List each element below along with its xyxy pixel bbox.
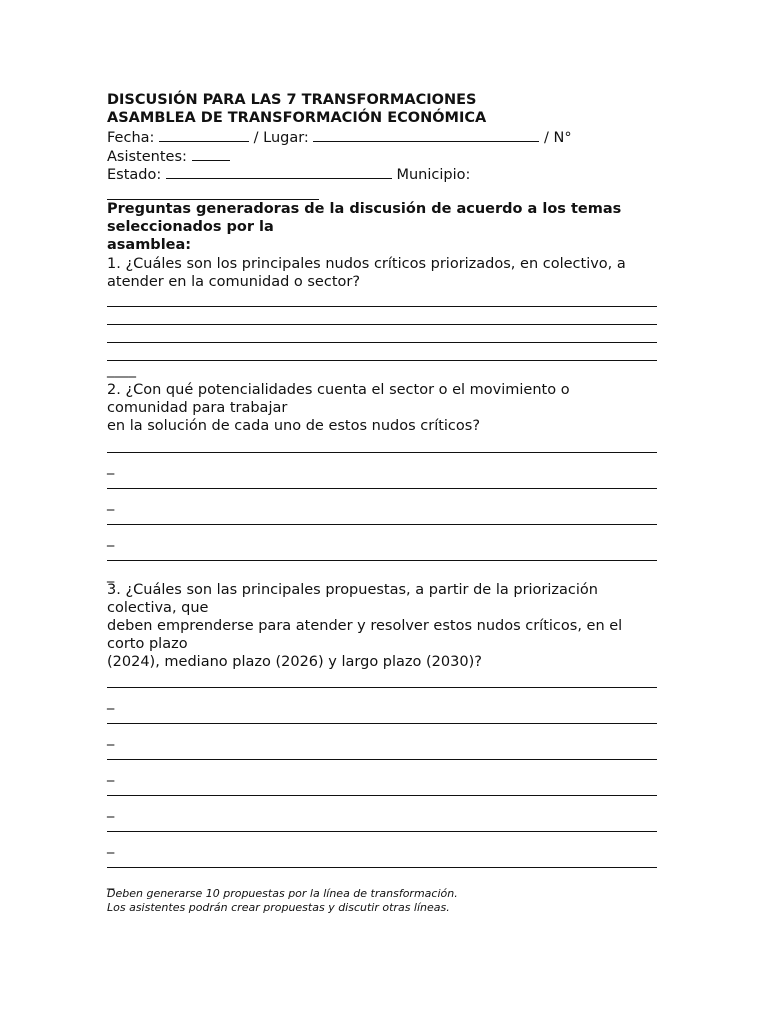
answer-line[interactable] (107, 452, 657, 453)
answer-line[interactable] (107, 488, 657, 489)
footnote-line-2: Los asistentes podrán crear propuestas y discutir otras líneas. (107, 901, 450, 914)
document-subtitle: ASAMBLEA DE TRANSFORMACIÓN ECONÓMICA (107, 110, 487, 126)
answer-line-tail: _ (107, 694, 115, 710)
document-title: DISCUSIÓN PARA LAS 7 TRANSFORMACIONES (107, 92, 477, 108)
answer-line-tail: _ (107, 730, 115, 746)
answer-line[interactable] (107, 342, 657, 343)
answer-line-tail: _ (107, 802, 115, 818)
answer-line-tail: ____ (107, 362, 136, 378)
lugar-label: / Lugar: (253, 130, 309, 146)
footnote-line-1: Deben generarse 10 propuestas por la línea de transformación. (107, 887, 458, 900)
fecha-lugar-row (107, 127, 572, 147)
asistentes-label: Asistentes: (107, 149, 187, 165)
lugar-blank[interactable] (313, 127, 539, 142)
asistentes-row (107, 146, 230, 166)
asistentes-blank[interactable] (192, 146, 230, 161)
municipio-label: Municipio: (396, 167, 471, 183)
estado-blank[interactable] (166, 164, 392, 179)
answer-line[interactable] (107, 324, 657, 325)
question-3-line-2: colectiva, que (107, 600, 209, 616)
question-1-line-2: atender en la comunidad o sector? (107, 274, 361, 290)
question-3-line-3: deben emprenderse para atender y resolver estos nudos críticos, en el (107, 618, 623, 634)
question-1-line-1: 1. ¿Cuáles son los principales nudos críticos priorizados, en colectivo, a (107, 256, 626, 272)
intro-line-2: seleccionados por la (107, 219, 274, 235)
answer-line[interactable] (107, 867, 657, 868)
question-3-line-4: corto plazo (107, 636, 188, 652)
numero-label: / N° (544, 130, 572, 146)
answer-line[interactable] (107, 560, 657, 561)
answer-line-tail: _ (107, 531, 115, 547)
answer-line[interactable] (107, 795, 657, 796)
answer-line-tail: _ (107, 495, 115, 511)
answer-line-tail: _ (107, 874, 115, 890)
estado-label: Estado: (107, 167, 162, 183)
answer-line[interactable] (107, 306, 657, 307)
answer-line[interactable] (107, 524, 657, 525)
fecha-label: Fecha: (107, 130, 155, 146)
answer-line-tail: _ (107, 459, 115, 475)
estado-municipio-row (107, 164, 470, 184)
question-2-line-2: comunidad para trabajar (107, 400, 288, 416)
question-2-line-3: en la solución de cada uno de estos nudos críticos? (107, 418, 481, 434)
answer-line-tail: _ (107, 567, 115, 583)
intro-line-3: asamblea: (107, 237, 192, 253)
fecha-blank[interactable] (159, 127, 249, 142)
intro-line-1: Preguntas generadoras de la discusión de acuerdo a los temas (107, 201, 622, 217)
answer-line[interactable] (107, 687, 657, 688)
question-3-line-5: (2024), mediano plazo (2026) y largo plazo (2030)? (107, 654, 482, 670)
answer-line[interactable] (107, 360, 657, 361)
answer-line[interactable] (107, 831, 657, 832)
answer-line[interactable] (107, 723, 657, 724)
answer-line-tail: _ (107, 838, 115, 854)
answer-line[interactable] (107, 759, 657, 760)
question-3-line-1: 3. ¿Cuáles son las principales propuestas, a partir de la priorización (107, 582, 598, 598)
answer-line-tail: _ (107, 766, 115, 782)
question-2-line-1: 2. ¿Con qué potencialidades cuenta el sector o el movimiento o (107, 382, 570, 398)
